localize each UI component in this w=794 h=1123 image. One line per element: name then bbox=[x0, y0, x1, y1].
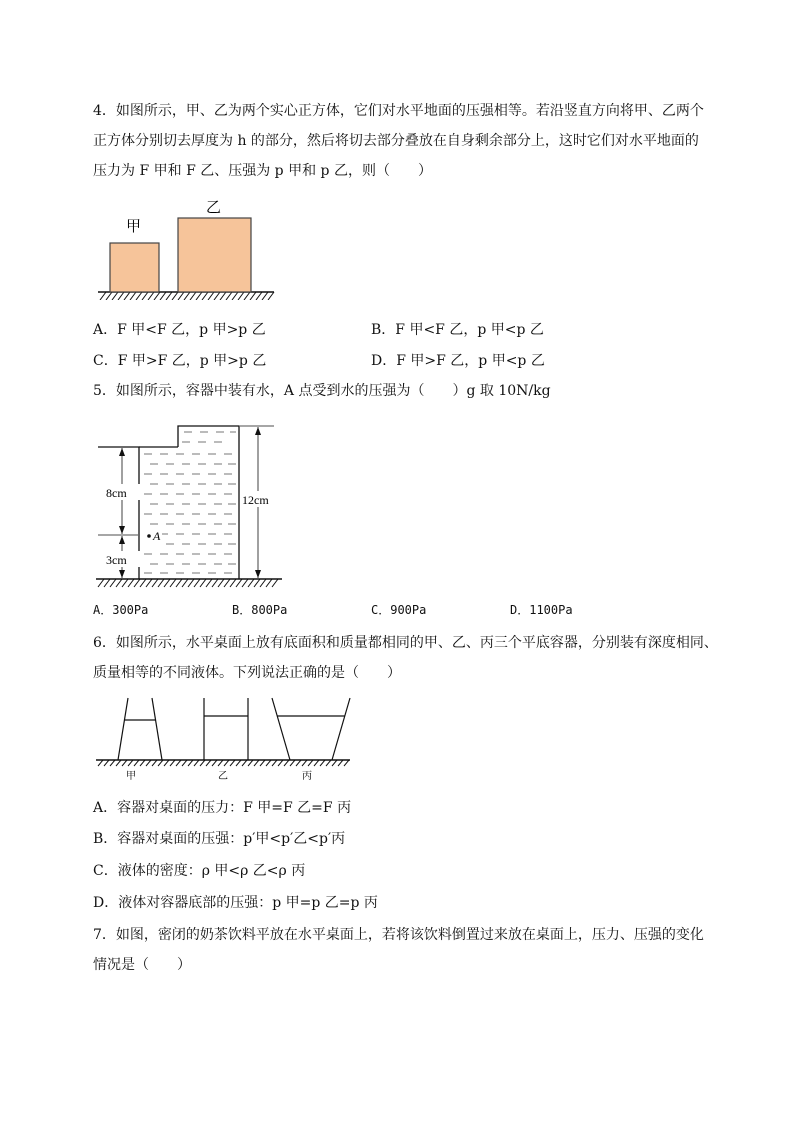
dim-3cm: 3cm bbox=[106, 553, 127, 567]
q4-line-2: 正方体分别切去厚度为 h 的部分，然后将切去部分叠放在自身剩余部分上，这时它们对水平地面的 bbox=[93, 133, 699, 149]
container-yi bbox=[204, 698, 248, 760]
q6-option-b[interactable]: B．容器对桌面的压强：p′甲<p′乙<p′丙 bbox=[93, 831, 346, 847]
dim-12cm: 12cm bbox=[242, 493, 269, 507]
q6-option-a[interactable]: A．容器对桌面的压力：F 甲=F 乙=F 丙 bbox=[93, 800, 352, 816]
label-yi: 乙 bbox=[218, 771, 228, 782]
q6-option-d[interactable]: D．液体对容器底部的压强：p 甲=p 乙=p 丙 bbox=[93, 895, 378, 911]
q4-option-d[interactable]: D．F 甲>F 乙，p 甲<p 乙 bbox=[371, 353, 545, 369]
water bbox=[139, 448, 239, 578]
q5-option-d[interactable]: D．1100Pa bbox=[510, 603, 573, 617]
q4-option-a[interactable]: A．F 甲<F 乙，p 甲>p 乙 bbox=[93, 322, 266, 338]
point-a-label: A bbox=[153, 529, 161, 543]
label-yi: 乙 bbox=[206, 198, 222, 216]
q6-option-c[interactable]: C．液体的密度：ρ 甲<ρ 乙<ρ 丙 bbox=[93, 863, 306, 879]
q4-figure-cubes bbox=[94, 196, 279, 300]
q5-line-1: 5．如图所示，容器中装有水，A 点受到水的压强为（ ）g 取 10N/kg bbox=[93, 383, 551, 399]
q5-option-b[interactable]: B．800Pa bbox=[232, 603, 288, 617]
container-jia bbox=[118, 698, 162, 760]
label-bing: 丙 bbox=[302, 771, 312, 782]
q7-line-1: 7．如图，密闭的奶茶饮料平放在水平桌面上，若将该饮料倒置过来放在桌面上，压力、压强的变化 bbox=[93, 927, 704, 943]
q6-figure-containers bbox=[94, 694, 352, 786]
q5-option-a[interactable]: A．300Pa bbox=[93, 603, 149, 617]
cube-yi bbox=[178, 218, 251, 292]
q5-figure-container bbox=[94, 418, 284, 590]
q5-option-c[interactable]: C．900Pa bbox=[371, 603, 427, 617]
label-jia: 甲 bbox=[126, 771, 136, 782]
cube-jia bbox=[110, 243, 159, 292]
q6-line-2: 质量相等的不同液体。下列说法正确的是（ ） bbox=[93, 665, 401, 681]
q4-option-b[interactable]: B．F 甲<F 乙，p 甲<p 乙 bbox=[371, 322, 544, 338]
q4-option-c[interactable]: C．F 甲>F 乙，p 甲>p 乙 bbox=[93, 353, 267, 369]
q7-line-2: 情况是（ ） bbox=[93, 957, 191, 973]
container-bing bbox=[272, 698, 350, 760]
q4-line-3: 压力为 F 甲和 F 乙、压强为 p 甲和 p 乙，则（ ） bbox=[93, 163, 432, 179]
q6-line-1: 6．如图所示，水平桌面上放有底面积和质量都相同的甲、乙、丙三个平底容器，分别装有深度相同、 bbox=[93, 635, 718, 651]
q4-line-1: 4．如图所示，甲、乙为两个实心正方体，它们对水平地面的压强相等。若沿竖直方向将甲、乙两个 bbox=[93, 103, 704, 119]
point-a-marker bbox=[147, 534, 151, 538]
label-jia: 甲 bbox=[126, 217, 142, 235]
dim-8cm: 8cm bbox=[106, 486, 127, 500]
